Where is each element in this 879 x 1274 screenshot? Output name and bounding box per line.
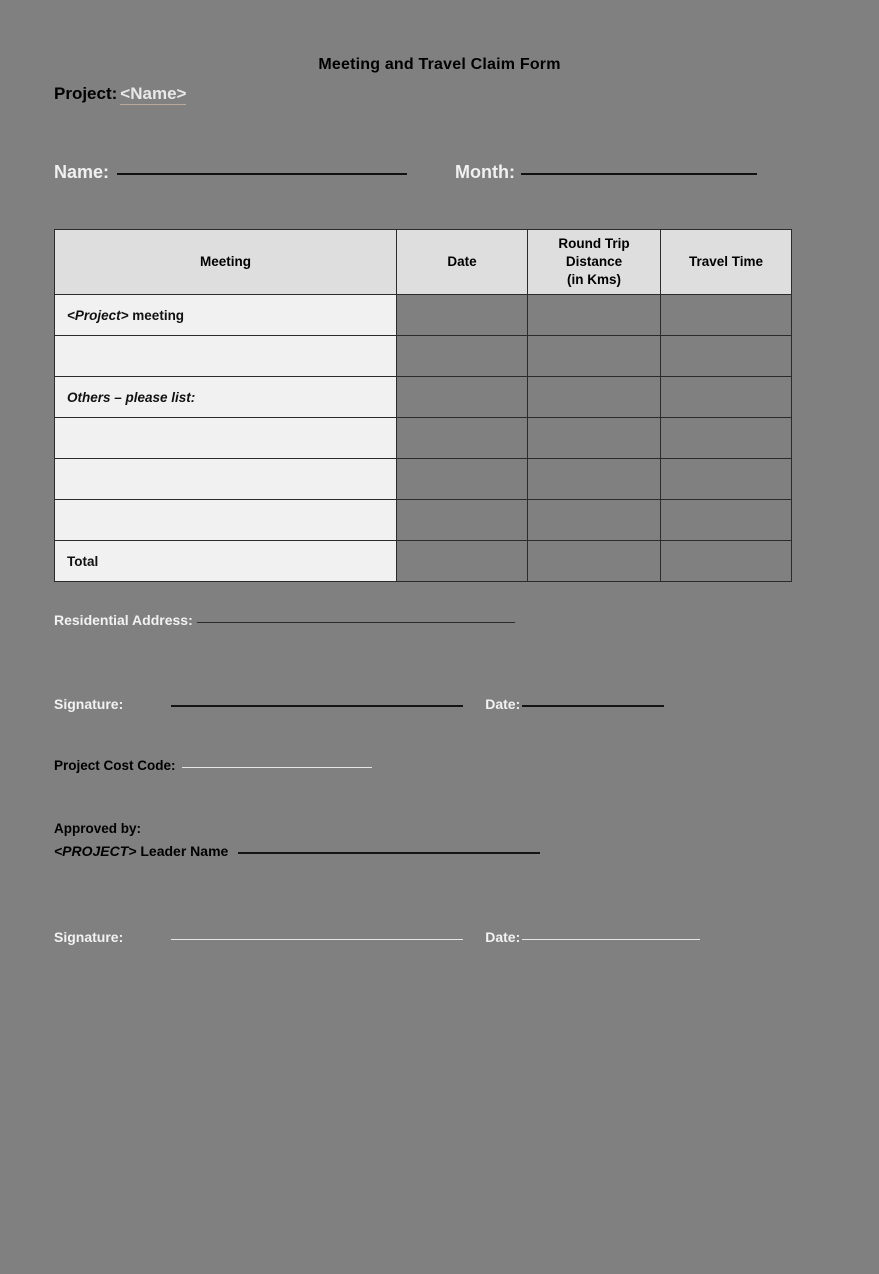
others-label: Others – please list: — [67, 389, 196, 405]
cell-meeting[interactable] — [55, 459, 397, 500]
meeting-placeholder-token: <Project> — [67, 307, 129, 323]
project-label: Project: — [54, 84, 118, 103]
project-value[interactable]: <Name> — [120, 84, 187, 103]
approver-signature-label: Signature: — [54, 929, 124, 945]
cell-travel-time[interactable] — [661, 459, 792, 500]
meeting-text: meeting — [128, 307, 185, 323]
cell-distance[interactable] — [528, 336, 661, 377]
table-header-row — [55, 230, 792, 295]
cell-distance[interactable] — [528, 295, 661, 336]
name-label: Name: — [54, 162, 110, 182]
table-row — [55, 295, 792, 336]
cell-date[interactable] — [397, 295, 528, 336]
signature-input[interactable] — [171, 705, 463, 707]
cell-distance[interactable] — [528, 418, 661, 459]
cell-date[interactable] — [397, 418, 528, 459]
total-label: Total — [55, 541, 397, 582]
table-total-row — [55, 541, 792, 582]
signature-label: Signature: — [54, 696, 124, 712]
name-month-row — [54, 162, 814, 183]
table-row — [55, 500, 792, 541]
approver-signature-field — [54, 929, 700, 945]
distance-header-line-2: Distance — [565, 253, 623, 269]
table-row — [55, 418, 792, 459]
distance-header-line-1: Round Trip — [558, 235, 630, 251]
project-line — [54, 84, 186, 104]
approved-by-label: Approved by: — [54, 821, 142, 836]
cell-date[interactable] — [397, 500, 528, 541]
cell-meeting[interactable] — [55, 418, 397, 459]
cell-meeting[interactable] — [55, 377, 397, 418]
approver-signature-input[interactable] — [171, 939, 463, 940]
approver-date-label: Date: — [485, 929, 521, 945]
table-row — [55, 336, 792, 377]
cell-travel-time[interactable] — [661, 418, 792, 459]
cell-distance[interactable] — [528, 377, 661, 418]
leader-name-label: Leader Name — [136, 843, 229, 859]
page-title: Meeting and Travel Claim Form — [318, 56, 561, 73]
residential-address-label: Residential Address: — [54, 612, 193, 628]
project-cost-code-field — [54, 758, 372, 773]
cell-meeting[interactable] — [55, 500, 397, 541]
leader-project-token: <PROJECT> — [54, 843, 137, 859]
cell-travel-time[interactable] — [661, 377, 792, 418]
travel-claim-table — [54, 229, 792, 582]
table-row — [55, 459, 792, 500]
project-cost-code-label: Project Cost Code: — [54, 758, 176, 773]
column-header-date: Date — [397, 230, 528, 295]
table-row — [55, 377, 792, 418]
column-header-distance — [528, 230, 661, 295]
total-date[interactable] — [397, 541, 528, 582]
total-travel-time[interactable] — [661, 541, 792, 582]
name-input[interactable] — [117, 173, 407, 175]
date-label: Date: — [485, 696, 521, 712]
cell-distance[interactable] — [528, 500, 661, 541]
approver-date-input[interactable] — [522, 939, 700, 940]
cell-meeting[interactable] — [55, 295, 397, 336]
month-label: Month: — [455, 162, 515, 182]
leader-name-field — [54, 843, 540, 859]
cell-distance[interactable] — [528, 459, 661, 500]
month-input[interactable] — [521, 173, 757, 175]
residential-address-input[interactable] — [197, 622, 515, 623]
cell-travel-time[interactable] — [661, 295, 792, 336]
cell-date[interactable] — [397, 377, 528, 418]
date-input[interactable] — [522, 705, 664, 707]
signature-field — [54, 696, 664, 712]
cell-travel-time[interactable] — [661, 336, 792, 377]
leader-name-input[interactable] — [238, 852, 540, 854]
residential-address-field — [54, 612, 515, 628]
cell-meeting[interactable] — [55, 336, 397, 377]
column-header-travel-time: Travel Time — [661, 230, 792, 295]
project-cost-code-input[interactable] — [182, 767, 372, 768]
column-header-meeting: Meeting — [55, 230, 397, 295]
cell-date[interactable] — [397, 336, 528, 377]
cell-date[interactable] — [397, 459, 528, 500]
distance-header-line-3: (in Kms) — [567, 272, 621, 288]
cell-travel-time[interactable] — [661, 500, 792, 541]
total-distance[interactable] — [528, 541, 661, 582]
